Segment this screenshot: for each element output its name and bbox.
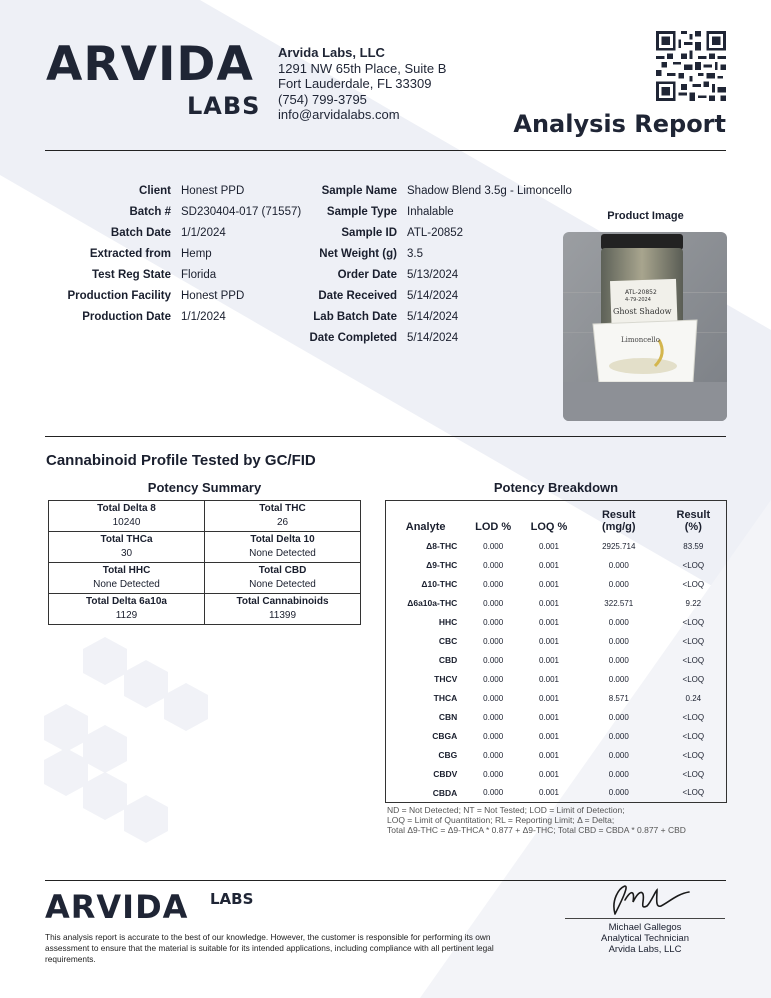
info-value: 5/14/2024 [407, 311, 459, 323]
potency-breakdown-table [385, 500, 727, 803]
result-pct-cell: <LOQ [682, 712, 705, 722]
result-pct-cell: <LOQ [682, 750, 705, 760]
info-label: Lab Batch Date [313, 311, 397, 323]
loq-cell: 0.001 [538, 617, 560, 627]
summary-cell [205, 501, 361, 532]
lod-cell: 0.000 [483, 579, 504, 589]
summary-value: 30 [120, 548, 133, 559]
result-pct-cell: 83.59 [683, 541, 704, 551]
header-result-pct-line2: (%) [684, 520, 702, 533]
result-pct-cell: <LOQ [682, 731, 705, 741]
cannabinoid-section-title: Cannabinoid Profile Tested by GC/FID [46, 452, 316, 469]
loq-cell: 0.001 [538, 750, 560, 760]
result-mg-cell: 0.000 [608, 731, 629, 741]
sample-info-left-labels [46, 181, 171, 328]
result-pct-cell: 0.24 [685, 693, 702, 703]
breakdown-row [386, 575, 727, 594]
breakdown-row [386, 651, 727, 670]
company-email[interactable]: info@arvidalabs.com [278, 107, 400, 122]
signer-title: Analytical Technician [600, 933, 689, 944]
info-value: Shadow Blend 3.5g - Limoncello [407, 185, 572, 197]
result-pct-cell: <LOQ [682, 560, 705, 570]
lod-cell: 0.000 [483, 693, 504, 703]
lod-cell: 0.000 [483, 769, 504, 779]
summary-row [49, 563, 361, 594]
breakdown-row [386, 613, 727, 632]
analyte-cell: CBGA [432, 731, 458, 741]
lod-cell: 0.000 [483, 560, 504, 570]
summary-cell [205, 594, 361, 625]
signer-block [565, 922, 725, 955]
info-label: Production Date [82, 311, 171, 323]
footer-logo-wordmark: ARVIDA [45, 888, 189, 926]
company-phone: (754) 799-3795 [278, 91, 367, 107]
loq-cell: 0.001 [538, 636, 560, 646]
summary-label: Total Delta 10 [250, 534, 315, 545]
header-divider [45, 150, 726, 151]
analyte-cell: Δ9-THC [426, 560, 458, 570]
lod-cell: 0.000 [483, 674, 504, 684]
abbreviation-notes [387, 805, 732, 835]
header-result-pct [661, 501, 727, 537]
info-label: Date Received [318, 290, 397, 302]
info-value: Florida [181, 269, 217, 281]
loq-cell: 0.001 [538, 769, 560, 779]
potency-summary-table [48, 500, 361, 625]
summary-label: Total CBD [258, 565, 307, 576]
note-line: ND = Not Detected; NT = Not Tested; LOD = Limit of Detection; [387, 805, 625, 815]
lod-cell: 0.000 [483, 541, 504, 551]
header-loq: LOQ % [530, 520, 568, 533]
info-label: Sample Type [326, 206, 397, 218]
result-mg-cell: 0.000 [608, 712, 629, 722]
header-lod: LOD % [475, 520, 512, 533]
lod-cell: 0.000 [483, 655, 504, 665]
signature-icon [585, 880, 695, 920]
info-label: Test Reg State [91, 269, 171, 281]
breakdown-body [386, 537, 727, 803]
info-value: 5/13/2024 [407, 269, 459, 281]
info-label: Date Completed [309, 332, 397, 344]
loq-cell: 0.001 [538, 712, 560, 722]
lod-cell: 0.000 [483, 617, 504, 627]
header-result-pct-line1: Result [676, 508, 711, 521]
product-image[interactable] [563, 232, 727, 421]
summary-cell [49, 501, 205, 532]
breakdown-row [386, 727, 727, 746]
hexagon-pattern [44, 637, 208, 843]
info-label: Sample Name [321, 185, 397, 197]
info-value: Hemp [181, 248, 212, 260]
summary-cell [49, 532, 205, 563]
address-line-2: Fort Lauderdale, FL 33309 [278, 76, 432, 91]
result-pct-cell: <LOQ [682, 788, 705, 798]
summary-row [49, 532, 361, 563]
header-result-mg-line2: (mg/g) [601, 520, 636, 533]
result-mg-cell: 0.000 [608, 750, 629, 760]
disclaimer-text: This analysis report is accurate to the best of our knowledge. However, the customer is responsible for performing its own assessment to ensure that the material is suitable for its intended applications, including compliance with all pertinent legal requirements. [45, 932, 494, 964]
summary-label: Total Delta 8 [97, 503, 156, 514]
info-value: 5/14/2024 [407, 290, 459, 302]
result-pct-cell: <LOQ [682, 655, 705, 665]
analyte-cell: CBD [438, 655, 458, 665]
info-label: Batch # [129, 206, 171, 218]
result-pct-cell: <LOQ [682, 579, 705, 589]
result-mg-cell: 0.000 [608, 579, 629, 589]
potency-breakdown-title: Potency Breakdown [493, 480, 619, 495]
loq-cell: 0.001 [538, 674, 560, 684]
summary-cell [205, 563, 361, 594]
result-mg-cell: 0.000 [608, 636, 629, 646]
analyte-cell: Δ10-THC [421, 579, 458, 589]
signer-name: Michael Gallegos [608, 922, 682, 933]
info-value: 3.5 [407, 248, 423, 260]
analyte-cell: CBN [438, 712, 458, 722]
section-divider [45, 436, 726, 437]
result-mg-cell: 0.000 [608, 560, 629, 570]
summary-value: 11399 [268, 610, 297, 621]
result-mg-cell: 0.000 [608, 655, 629, 665]
info-label: Sample ID [341, 227, 397, 239]
result-pct-cell: <LOQ [682, 674, 705, 684]
jar-label-text: ATL-20852 [625, 289, 657, 296]
summary-row [49, 501, 361, 532]
info-value: ATL-20852 [407, 227, 464, 239]
summary-value: None Detected [249, 579, 316, 590]
result-mg-cell: 0.000 [608, 788, 629, 798]
info-value: Honest PPD [181, 185, 245, 197]
result-pct-cell: 9.22 [685, 598, 702, 608]
loq-cell: 0.001 [538, 579, 560, 589]
summary-value: 10240 [112, 517, 141, 528]
breakdown-row [386, 765, 727, 784]
lod-cell: 0.000 [483, 598, 504, 608]
info-label: Order Date [337, 269, 397, 281]
analyte-cell: THCA [433, 693, 458, 703]
info-value: 5/14/2024 [407, 332, 459, 344]
result-mg-cell: 2925.714 [602, 541, 636, 551]
info-label: Extracted from [89, 248, 171, 260]
breakdown-row [386, 689, 727, 708]
header-result-mg [577, 501, 661, 537]
loq-cell: 0.001 [538, 655, 560, 665]
analyte-cell: HHC [438, 617, 458, 627]
analyte-cell: CBDA [432, 787, 458, 798]
summary-value: 26 [276, 517, 289, 528]
breakdown-row [386, 632, 727, 651]
analyte-cell: CBDV [433, 769, 458, 779]
summary-label: Total Delta 6a10a [86, 596, 167, 607]
loq-cell: 0.001 [538, 693, 560, 703]
loq-cell: 0.001 [538, 598, 560, 608]
analyte-cell: Δ6a10a-THC [407, 598, 458, 608]
breakdown-row [386, 537, 727, 556]
result-pct-cell: <LOQ [682, 617, 705, 627]
loq-cell: 0.001 [538, 541, 560, 551]
result-mg-cell: 0.000 [608, 769, 629, 779]
info-value: 1/1/2024 [181, 227, 226, 239]
lod-cell: 0.000 [483, 712, 504, 722]
result-pct-cell: <LOQ [682, 636, 705, 646]
signature-line [565, 918, 725, 919]
info-label: Production Facility [67, 290, 171, 302]
product-image-title: Product Image [607, 210, 684, 222]
summary-cell [205, 532, 361, 563]
summary-label: Total Cannabinoids [236, 596, 329, 607]
breakdown-row [386, 556, 727, 575]
header-analyte: Analyte [405, 520, 446, 533]
breakdown-row [386, 708, 727, 727]
result-pct-cell: <LOQ [682, 769, 705, 779]
result-mg-cell: 322.571 [604, 598, 634, 608]
info-label: Net Weight (g) [319, 248, 397, 260]
info-label: Batch Date [110, 227, 171, 239]
summary-cell [49, 563, 205, 594]
note-line: LOQ = Limit of Quantitation; RL = Reporting Limit; Δ = Delta; [387, 815, 615, 825]
analyte-cell: CBG [438, 750, 458, 760]
loq-cell: 0.001 [538, 731, 560, 741]
lod-cell: 0.000 [483, 731, 504, 741]
summary-value: 1129 [115, 610, 138, 621]
result-mg-cell: 0.000 [608, 617, 629, 627]
loq-cell: 0.001 [538, 560, 560, 570]
lod-cell: 0.000 [483, 788, 504, 798]
analyte-cell: Δ8-THC [426, 541, 458, 551]
footer-logo-sub: LABS [210, 890, 254, 908]
logo-wordmark: ARVIDA [46, 37, 254, 92]
signer-company: Arvida Labs, LLC [608, 944, 682, 955]
info-label: Client [139, 185, 171, 197]
lod-cell: 0.000 [483, 636, 504, 646]
breakdown-row [386, 746, 727, 765]
company-address-block [278, 45, 446, 123]
logo-sub-wordmark: LABS [187, 92, 261, 120]
note-line: Total Δ9-THC = Δ9-THCA * 0.877 + Δ9-THC; Total CBD = CBDA * 0.877 + CBD [387, 825, 686, 835]
summary-row [49, 594, 361, 625]
header-result-mg-line1: Result [601, 508, 636, 521]
analyte-cell: THCV [434, 674, 458, 684]
qr-code-icon[interactable] [656, 31, 726, 101]
potency-summary-title: Potency Summary [147, 480, 262, 495]
summary-value: None Detected [249, 548, 316, 559]
info-value: Inhalable [407, 206, 454, 218]
lod-cell: 0.000 [483, 750, 504, 760]
info-value: Honest PPD [181, 290, 245, 302]
breakdown-row [386, 784, 727, 803]
result-mg-cell: 0.000 [608, 674, 629, 684]
address-line-1: 1291 NW 65th Place, Suite B [278, 60, 447, 76]
jar-label-text: 4-79-2024 [625, 297, 651, 303]
summary-label: Total THCa [100, 534, 153, 545]
info-value: SD230404-017 (71557) [181, 206, 302, 218]
analyte-cell: CBC [438, 636, 458, 646]
jar-label-text: Limoncello [621, 336, 661, 344]
footer-logo [45, 888, 254, 926]
summary-label: Total HHC [102, 565, 151, 576]
summary-label: Total THC [259, 503, 306, 514]
info-value: 1/1/2024 [181, 311, 226, 323]
result-mg-cell: 8.571 [608, 693, 629, 703]
company-name: Arvida Labs, LLC [278, 45, 385, 60]
loq-cell: 0.001 [538, 788, 560, 798]
jar-label-text: Ghost Shadow [613, 307, 672, 316]
report-title: Analysis Report [513, 110, 726, 138]
breakdown-row [386, 594, 727, 613]
breakdown-header-row [386, 501, 727, 537]
summary-value: None Detected [93, 579, 160, 590]
arvida-logo [46, 37, 266, 120]
summary-cell [49, 594, 205, 625]
breakdown-row [386, 670, 727, 689]
sample-info-right-labels [290, 181, 397, 349]
